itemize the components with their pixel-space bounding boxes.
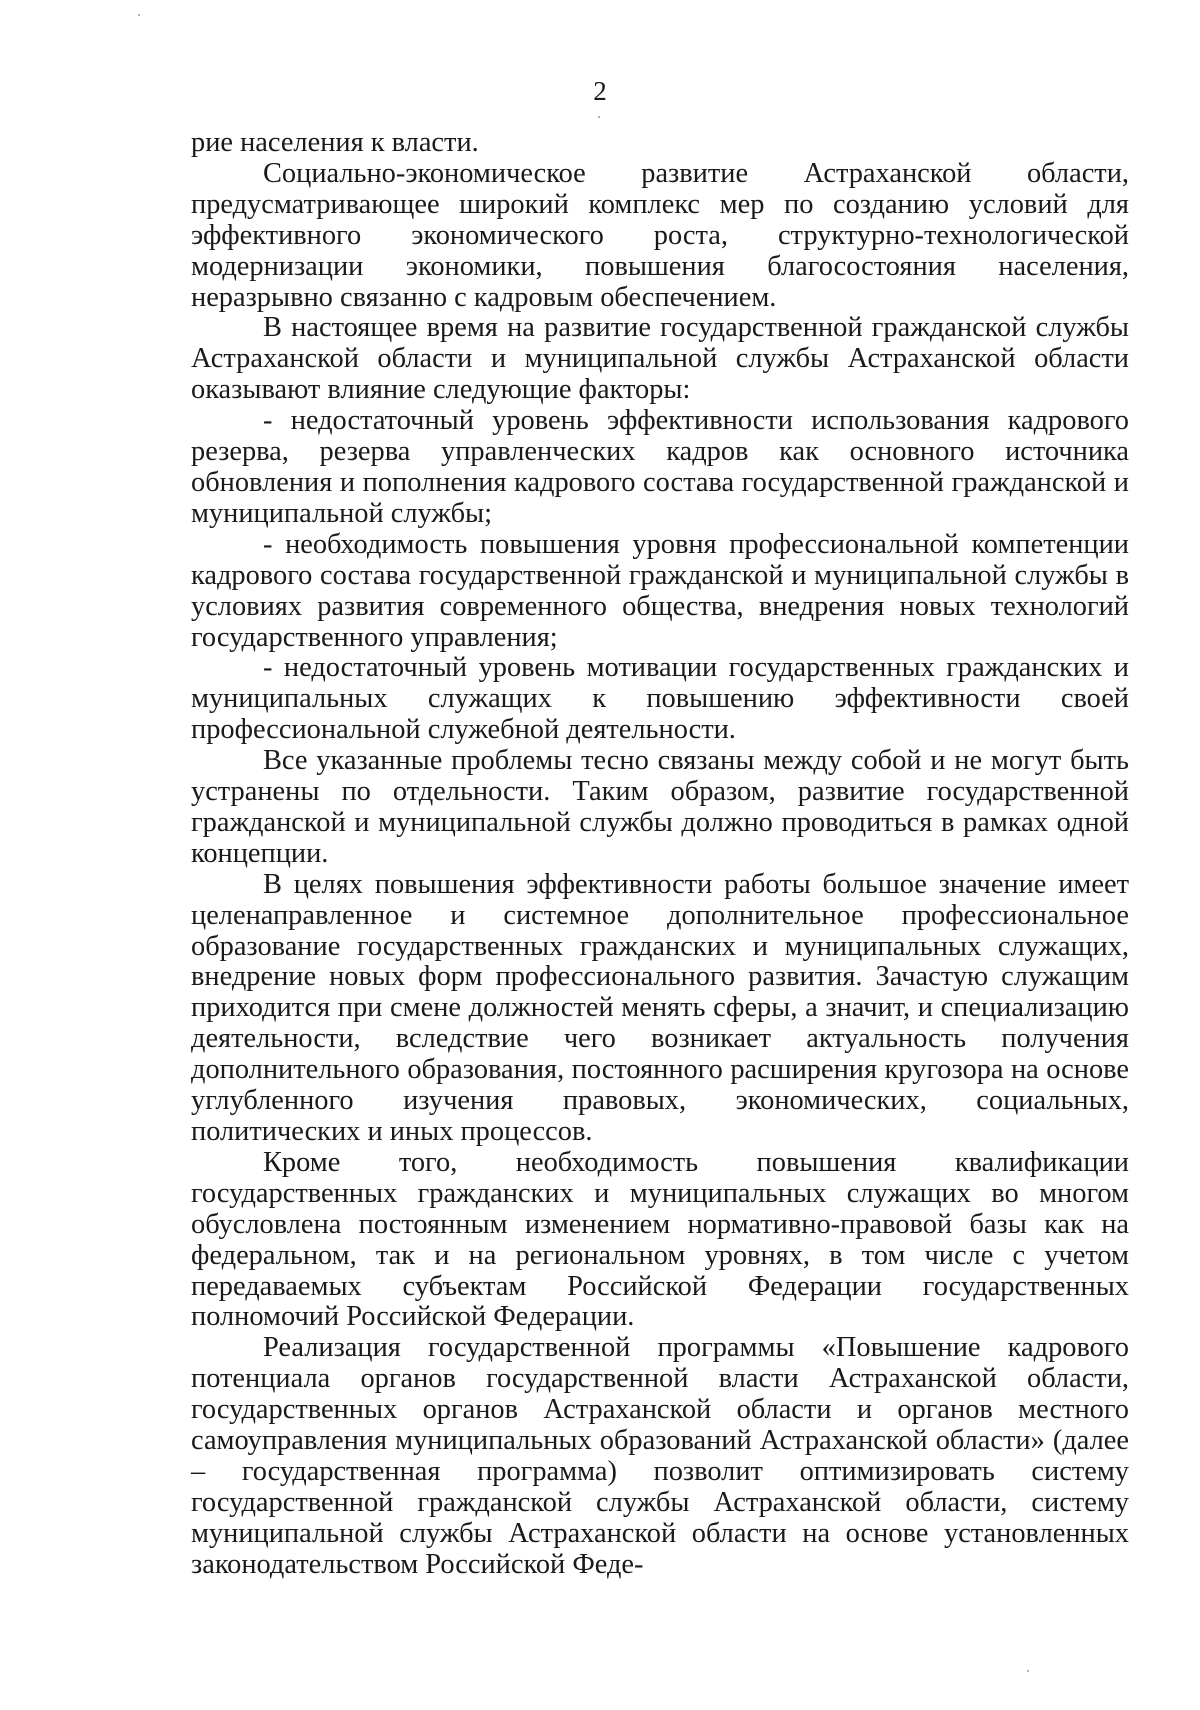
scan-speck xyxy=(1027,1670,1029,1672)
paragraph-continuation: рие населения к власти. xyxy=(191,127,479,158)
page-number: 2 xyxy=(593,76,607,106)
list-item-reserve-efficiency: - недостаточный уровень эффективности использования кадрового резерва, резерва управленческих кадров как основного источника обновления и пополнения кадрового состава государственной гражданской и муниципальной службы; xyxy=(191,405,1129,529)
paragraph-qualification: Кроме того, необходимость повышения квалификации государственных гражданских и муниципальных служащих во многом обусловлена постоянным изменением нормативно-правовой базы как на федеральном, так и на региональном уровнях, в том числе с учетом передаваемых субъектам Российской Федерации государственных полномочий Российской Федерации. xyxy=(191,1146,1129,1333)
list-item-competence: - необходимость повышения уровня профессиональной компетенции кадрового состава государственной гражданской и муниципальной службы в условиях развития современного общества, внедрения новых технологий государственного управления; xyxy=(191,528,1129,653)
document-body xyxy=(191,128,1129,1581)
scan-speck xyxy=(138,14,140,16)
paragraph-program-implementation: Реализация государственной программы «Повышение кадрового потенциала органов государственной власти Астраханской области, государственных органов Астраханской области и органов местного самоуправления муниципальных образований Астраханской области» (далее – государственная программа) позволит оптимизировать систему государственной гражданской службы Астраханской области, систему муниципальной службы Астраханской области на основе установленных законодательством Российской Феде- xyxy=(191,1332,1129,1580)
scan-speck xyxy=(598,116,600,118)
paragraph-problems-linked: Все указанные проблемы тесно связаны между собой и не могут быть устранены по отдельности. Таким образом, развитие государственной гражданской и муниципальной службы должно проводиться в рамках одной концепции. xyxy=(191,745,1129,869)
paragraph-professional-education: В целях повышения эффективности работы большое значение имеет целенаправленное и системное дополнительное профессиональное образование государственных гражданских и муниципальных служащих, внедрение новых форм профессионального развития. Зачастую служащим приходится при смене должностей менять сферы, а значит, и специализацию деятельности, вследствие чего возникает актуальность получения дополнительного образования, постоянного расширения кругозора на основе углубленного изучения правовых, экономических, социальных, политических и иных процессов. xyxy=(191,868,1129,1147)
paragraph-socio-economic-development: Социально-экономическое развитие Астраханской области, предусматривающее широкий комплекс мер по созданию условий для эффективного экономического роста, структурно-технологической модернизации экономики, повышения благосостояния населения, неразрывно связанно с кадровым обеспечением. xyxy=(191,157,1129,313)
list-item-motivation: - недостаточный уровень мотивации государственных гражданских и муниципальных служащих к повышению эффективности своей профессиональной служебной деятельности. xyxy=(191,652,1129,746)
paragraph-influencing-factors: В настоящее время на развитие государственной гражданской службы Астраханской области и муниципальной службы Астраханской области оказывают влияние следующие факторы: xyxy=(191,312,1129,406)
